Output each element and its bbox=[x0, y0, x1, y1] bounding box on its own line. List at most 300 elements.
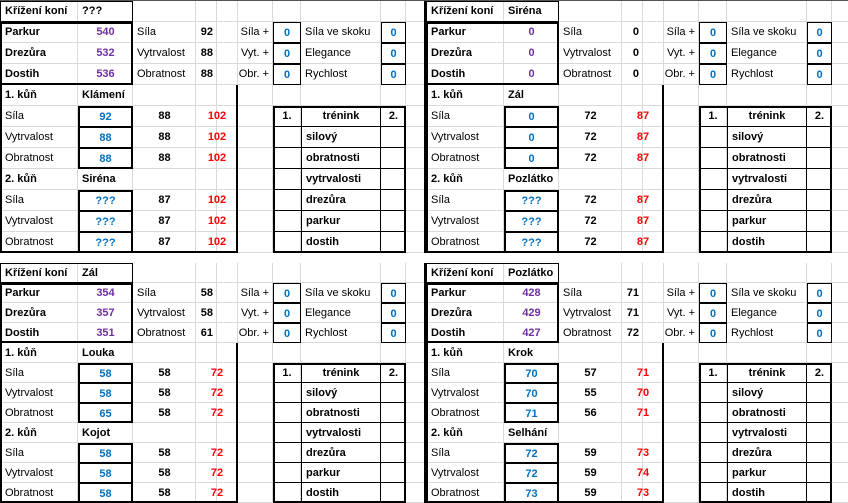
horse2-name: Pozlátko bbox=[508, 173, 554, 185]
horse-stat-label: Síla bbox=[5, 447, 24, 459]
training-item-label: dostih bbox=[301, 232, 381, 253]
horse-stat-max: 102 bbox=[207, 152, 227, 164]
horse-stat-mid: 72 bbox=[584, 236, 597, 248]
training-item-label: silový bbox=[727, 383, 807, 403]
training-item-label: silový bbox=[727, 127, 807, 148]
horse-stat-label: Obratnost bbox=[431, 487, 480, 499]
extra-label: Rychlost bbox=[731, 68, 774, 80]
extra-label: Síla ve skoku bbox=[731, 287, 797, 299]
horse-stat-max: 70 bbox=[636, 387, 650, 399]
training-slot-2[interactable] bbox=[381, 423, 406, 443]
stat-label: Obratnost bbox=[137, 68, 186, 80]
summary-label: Dostih bbox=[431, 68, 466, 80]
training-item-label: parkur bbox=[727, 211, 807, 232]
bonus-label: Obr. + bbox=[664, 327, 695, 339]
horse-stat-current[interactable]: 0 bbox=[504, 148, 559, 169]
horse-stat-current[interactable]: 58 bbox=[78, 363, 133, 383]
horse-stat-max: 102 bbox=[207, 194, 227, 206]
stat-label: Obratnost bbox=[137, 327, 186, 339]
stat-label: Vytrvalost bbox=[563, 47, 611, 59]
bonus-label: Vyt. + bbox=[666, 47, 695, 59]
summary-label: Drezůra bbox=[431, 307, 472, 319]
training-col1-header: 1. bbox=[273, 363, 301, 383]
horse-stat-current[interactable]: 0 bbox=[504, 106, 559, 127]
bonus-label: Obr. + bbox=[238, 68, 269, 80]
training-slot-2[interactable] bbox=[381, 463, 406, 483]
horse-stat-max: 102 bbox=[207, 110, 227, 122]
bonus-value-cell[interactable]: 0 bbox=[273, 43, 301, 64]
extra-label: Síla ve skoku bbox=[731, 26, 797, 38]
stat-label: Síla bbox=[137, 287, 156, 299]
extra-label: Síla ve skoku bbox=[305, 287, 371, 299]
summary-value: 0 bbox=[528, 68, 535, 80]
stat-value: 0 bbox=[632, 26, 639, 38]
training-item-label: drezůra bbox=[301, 443, 381, 463]
horse-stat-max: 87 bbox=[636, 236, 650, 248]
horse-stat-max: 87 bbox=[636, 131, 650, 143]
training-item-label: drezůra bbox=[301, 190, 381, 211]
horse-stat-label: Obratnost bbox=[5, 152, 54, 164]
stat-value: 58 bbox=[200, 287, 213, 299]
stat-label: Vytrvalost bbox=[137, 307, 185, 319]
training-item-label: parkur bbox=[301, 211, 381, 232]
training-slot-2[interactable] bbox=[807, 211, 832, 232]
extra-value-cell[interactable]: 0 bbox=[807, 22, 832, 43]
training-item-label: parkur bbox=[727, 463, 807, 483]
horse-stat-mid: 87 bbox=[158, 236, 171, 248]
training-slot-2[interactable] bbox=[807, 463, 832, 483]
training-item-label: dostih bbox=[301, 483, 381, 503]
horse2-header: 2. kůň bbox=[431, 427, 463, 439]
panel-title: Křížení koní bbox=[5, 5, 68, 17]
bonus-value-cell[interactable]: 0 bbox=[273, 64, 301, 85]
horse-stat-current[interactable]: 58 bbox=[78, 443, 133, 463]
bonus-label: Obr. + bbox=[238, 327, 269, 339]
extra-label: Elegance bbox=[305, 47, 351, 59]
training-slot-2[interactable] bbox=[807, 169, 832, 190]
horse1-header: 1. kůň bbox=[5, 89, 37, 101]
horse-stat-mid: 88 bbox=[158, 131, 171, 143]
horse-stat-label: Vytrvalost bbox=[431, 387, 479, 399]
summary-label: Parkur bbox=[5, 26, 40, 38]
training-slot-1[interactable] bbox=[699, 423, 727, 443]
horse-stat-mid: 72 bbox=[584, 194, 597, 206]
horse1-header: 1. kůň bbox=[431, 89, 463, 101]
horse-stat-mid: 87 bbox=[158, 194, 171, 206]
bonus-label: Vyt. + bbox=[666, 307, 695, 319]
training-slot-2[interactable] bbox=[381, 211, 406, 232]
horse-stat-max: 72 bbox=[210, 447, 224, 459]
stat-value: 88 bbox=[200, 68, 213, 80]
training-slot-1[interactable] bbox=[273, 383, 301, 403]
stat-label: Obratnost bbox=[563, 327, 612, 339]
training-item-label: silový bbox=[301, 383, 381, 403]
stat-label: Vytrvalost bbox=[563, 307, 611, 319]
horse-stat-current[interactable]: 0 bbox=[504, 127, 559, 148]
training-slot-2[interactable] bbox=[381, 169, 406, 190]
summary-value: 0 bbox=[528, 47, 535, 59]
extra-value-cell[interactable]: 0 bbox=[381, 43, 406, 64]
horse-stat-label: Vytrvalost bbox=[5, 467, 53, 479]
bonus-value-cell[interactable]: 0 bbox=[273, 22, 301, 43]
summary-label: Drezůra bbox=[5, 47, 46, 59]
horse-stat-max: 73 bbox=[636, 447, 650, 459]
horse-stat-current[interactable]: 58 bbox=[78, 463, 133, 483]
horse2-name: Siréna bbox=[82, 173, 116, 185]
horse-stat-label: Obratnost bbox=[431, 407, 480, 419]
horse-stat-current[interactable]: ??? bbox=[504, 232, 559, 253]
horse-stat-max: 102 bbox=[207, 215, 227, 227]
horse-stat-mid: 72 bbox=[584, 215, 597, 227]
training-col1-header: 1. bbox=[699, 363, 727, 383]
horse-stat-label: Vytrvalost bbox=[5, 215, 53, 227]
extra-value-cell[interactable]: 0 bbox=[381, 64, 406, 85]
horse-stat-label: Síla bbox=[431, 367, 450, 379]
bonus-value-cell[interactable]: 0 bbox=[699, 22, 727, 43]
training-slot-1[interactable] bbox=[699, 483, 727, 503]
horse-stat-label: Síla bbox=[431, 110, 450, 122]
horse2-name: Selhání bbox=[508, 427, 548, 439]
summary-value: 536 bbox=[96, 68, 115, 80]
bred-horse-name: Pozlátko bbox=[508, 267, 554, 279]
training-title: trénink bbox=[727, 363, 807, 383]
horse-stat-max: 87 bbox=[636, 215, 650, 227]
horse-stat-label: Vytrvalost bbox=[5, 387, 53, 399]
training-slot-2[interactable] bbox=[807, 127, 832, 148]
horse-stat-max: 102 bbox=[207, 236, 227, 248]
horse-stat-current[interactable]: 72 bbox=[504, 463, 559, 483]
breeding-panel-bottom-right bbox=[424, 263, 848, 503]
horse-stat-current[interactable]: ??? bbox=[504, 211, 559, 232]
stat-label: Síla bbox=[563, 26, 582, 38]
horse-stat-mid: 59 bbox=[584, 487, 597, 499]
horse-stat-mid: 88 bbox=[158, 110, 171, 122]
horse-stat-label: Vytrvalost bbox=[431, 131, 479, 143]
horse-stat-max: 72 bbox=[210, 387, 224, 399]
horse-stat-current[interactable]: 65 bbox=[78, 403, 133, 423]
training-col1-header: 1. bbox=[273, 106, 301, 127]
bonus-value-cell[interactable]: 0 bbox=[699, 303, 727, 323]
horse-stat-mid: 58 bbox=[158, 387, 171, 399]
training-slot-2[interactable] bbox=[381, 443, 406, 463]
training-item-label: obratnosti bbox=[301, 403, 381, 423]
horse-stat-mid: 72 bbox=[584, 152, 597, 164]
extra-value-cell[interactable]: 0 bbox=[381, 283, 406, 303]
training-slot-1[interactable] bbox=[699, 383, 727, 403]
bonus-label: Síla + bbox=[666, 287, 695, 299]
horse-stat-max: 102 bbox=[207, 131, 227, 143]
training-item-label: vytrvalosti bbox=[301, 423, 381, 443]
horse-stat-current[interactable]: 73 bbox=[504, 483, 559, 503]
bonus-value-cell[interactable]: 0 bbox=[699, 43, 727, 64]
training-slot-1[interactable] bbox=[699, 148, 727, 169]
summary-value: 428 bbox=[522, 287, 541, 299]
extra-label: Elegance bbox=[305, 307, 351, 319]
horse1-header: 1. kůň bbox=[431, 347, 463, 359]
training-slot-2[interactable] bbox=[807, 403, 832, 423]
bonus-value-cell[interactable]: 0 bbox=[699, 323, 727, 343]
extra-value-cell[interactable]: 0 bbox=[807, 303, 832, 323]
stat-label: Vytrvalost bbox=[137, 47, 185, 59]
extra-value-cell[interactable]: 0 bbox=[807, 283, 832, 303]
bred-horse-name: ??? bbox=[82, 5, 103, 17]
stat-value: 71 bbox=[626, 287, 639, 299]
training-slot-2[interactable] bbox=[381, 383, 406, 403]
horse2-header: 2. kůň bbox=[431, 173, 463, 185]
training-col2-header: 2. bbox=[807, 106, 832, 127]
stat-value: 0 bbox=[632, 68, 639, 80]
horse-stat-mid: 87 bbox=[158, 215, 171, 227]
extra-value-cell[interactable]: 0 bbox=[807, 323, 832, 343]
horse-stat-label: Obratnost bbox=[431, 236, 480, 248]
training-item-label: obratnosti bbox=[301, 148, 381, 169]
summary-value: 0 bbox=[528, 26, 535, 38]
horse-stat-mid: 88 bbox=[158, 152, 171, 164]
stat-value: 72 bbox=[626, 327, 639, 339]
training-col1-header: 1. bbox=[699, 106, 727, 127]
horse-stat-label: Síla bbox=[5, 367, 24, 379]
training-slot-1[interactable] bbox=[273, 423, 301, 443]
summary-value: 357 bbox=[96, 307, 115, 319]
horse-stat-current[interactable]: 70 bbox=[504, 383, 559, 403]
training-item-label: vytrvalosti bbox=[301, 169, 381, 190]
training-slot-2[interactable] bbox=[807, 383, 832, 403]
horse-stat-mid: 72 bbox=[584, 131, 597, 143]
stat-label: Síla bbox=[137, 26, 156, 38]
horse-stat-label: Vytrvalost bbox=[431, 215, 479, 227]
bonus-label: Obr. + bbox=[664, 68, 695, 80]
horse-stat-current[interactable]: 88 bbox=[78, 127, 133, 148]
horse-stat-max: 73 bbox=[636, 487, 650, 499]
stat-value: 61 bbox=[200, 327, 213, 339]
horse-stat-label: Vytrvalost bbox=[5, 131, 53, 143]
bonus-label: Vyt. + bbox=[240, 47, 269, 59]
horse-stat-label: Obratnost bbox=[5, 487, 54, 499]
training-slot-2[interactable] bbox=[381, 232, 406, 253]
bonus-value-cell[interactable]: 0 bbox=[273, 283, 301, 303]
horse-stat-label: Obratnost bbox=[431, 152, 480, 164]
training-item-label: obratnosti bbox=[727, 403, 807, 423]
extra-label: Rychlost bbox=[305, 327, 348, 339]
horse-stat-current[interactable]: 71 bbox=[504, 403, 559, 423]
horse-stat-mid: 57 bbox=[584, 367, 597, 379]
training-slot-1[interactable] bbox=[273, 463, 301, 483]
horse-stat-max: 87 bbox=[636, 194, 650, 206]
horse-stat-mid: 58 bbox=[158, 447, 171, 459]
training-slot-2[interactable] bbox=[381, 483, 406, 503]
training-slot-1[interactable] bbox=[699, 443, 727, 463]
summary-value: 427 bbox=[522, 327, 541, 339]
training-slot-2[interactable] bbox=[381, 127, 406, 148]
bonus-label: Vyt. + bbox=[240, 307, 269, 319]
breeding-panel-top-left bbox=[0, 1, 424, 253]
horse-stat-max: 71 bbox=[636, 367, 650, 379]
summary-value: 354 bbox=[96, 287, 115, 299]
summary-label: Dostih bbox=[5, 327, 40, 339]
horse-stat-max: 74 bbox=[636, 467, 650, 479]
stat-value: 58 bbox=[200, 307, 213, 319]
bonus-value-cell[interactable]: 0 bbox=[273, 323, 301, 343]
horse-stat-label: Síla bbox=[431, 447, 450, 459]
summary-label: Parkur bbox=[5, 287, 40, 299]
breeding-panel-bottom-left bbox=[0, 263, 424, 503]
horse-stat-current[interactable]: ??? bbox=[78, 232, 133, 253]
summary-value: 429 bbox=[522, 307, 541, 319]
training-slot-2[interactable] bbox=[807, 232, 832, 253]
bonus-label: Síla + bbox=[240, 26, 269, 38]
training-item-label: vytrvalosti bbox=[727, 169, 807, 190]
extra-value-cell[interactable]: 0 bbox=[381, 22, 406, 43]
training-slot-1[interactable] bbox=[273, 211, 301, 232]
bred-horse-name: Zál bbox=[82, 267, 98, 279]
training-slot-1[interactable] bbox=[273, 169, 301, 190]
horse-stat-max: 72 bbox=[210, 407, 224, 419]
horse1-name: Zál bbox=[508, 89, 524, 101]
horse-stat-label: Síla bbox=[431, 194, 450, 206]
extra-value-cell[interactable]: 0 bbox=[807, 64, 832, 85]
extra-label: Rychlost bbox=[305, 68, 348, 80]
training-slot-1[interactable] bbox=[273, 443, 301, 463]
summary-label: Drezůra bbox=[5, 307, 46, 319]
bred-horse-name: Siréna bbox=[508, 5, 542, 17]
training-slot-2[interactable] bbox=[807, 190, 832, 211]
training-slot-2[interactable] bbox=[381, 190, 406, 211]
training-slot-2[interactable] bbox=[807, 148, 832, 169]
stat-value: 71 bbox=[626, 307, 639, 319]
bonus-value-cell[interactable]: 0 bbox=[699, 283, 727, 303]
training-slot-2[interactable] bbox=[807, 443, 832, 463]
summary-value: 351 bbox=[96, 327, 115, 339]
training-col2-header: 2. bbox=[381, 106, 406, 127]
horse-stat-current[interactable]: 88 bbox=[78, 148, 133, 169]
horse-stat-max: 71 bbox=[636, 407, 650, 419]
training-item-label: silový bbox=[301, 127, 381, 148]
bonus-value-cell[interactable]: 0 bbox=[699, 64, 727, 85]
training-slot-1[interactable] bbox=[273, 148, 301, 169]
summary-value: 540 bbox=[96, 26, 115, 38]
horse1-name: Klámení bbox=[82, 89, 125, 101]
horse-stat-mid: 58 bbox=[158, 407, 171, 419]
stat-value: 0 bbox=[632, 47, 639, 59]
breeding-panel-top-right bbox=[424, 1, 848, 253]
training-slot-1[interactable] bbox=[273, 127, 301, 148]
training-slot-1[interactable] bbox=[699, 463, 727, 483]
training-slot-1[interactable] bbox=[699, 190, 727, 211]
training-item-label: drezůra bbox=[727, 443, 807, 463]
horse-stat-max: 87 bbox=[636, 110, 650, 122]
training-slot-1[interactable] bbox=[699, 211, 727, 232]
training-slot-1[interactable] bbox=[273, 483, 301, 503]
horse-stat-mid: 56 bbox=[584, 407, 597, 419]
training-slot-2[interactable] bbox=[807, 483, 832, 503]
summary-label: Parkur bbox=[431, 26, 466, 38]
training-item-label: drezůra bbox=[727, 190, 807, 211]
horse-stat-mid: 58 bbox=[158, 467, 171, 479]
training-slot-2[interactable] bbox=[381, 148, 406, 169]
training-slot-1[interactable] bbox=[273, 190, 301, 211]
horse-stat-current[interactable]: ??? bbox=[78, 211, 133, 232]
training-item-label: dostih bbox=[727, 232, 807, 253]
horse-stat-mid: 58 bbox=[158, 487, 171, 499]
horse-stat-mid: 55 bbox=[584, 387, 597, 399]
horse-stat-mid: 59 bbox=[584, 447, 597, 459]
extra-value-cell[interactable]: 0 bbox=[381, 323, 406, 343]
training-slot-1[interactable] bbox=[699, 127, 727, 148]
horse-stat-mid: 59 bbox=[584, 467, 597, 479]
summary-label: Dostih bbox=[431, 327, 466, 339]
horse2-header: 2. kůň bbox=[5, 173, 37, 185]
training-item-label: dostih bbox=[727, 483, 807, 503]
summary-label: Drezůra bbox=[431, 47, 472, 59]
horse-stat-current[interactable]: 58 bbox=[78, 483, 133, 503]
summary-value: 532 bbox=[96, 47, 115, 59]
horse-stat-max: 87 bbox=[636, 152, 650, 164]
stat-label: Obratnost bbox=[563, 68, 612, 80]
horse-stat-max: 72 bbox=[210, 367, 224, 379]
bonus-label: Síla + bbox=[240, 287, 269, 299]
training-col2-header: 2. bbox=[381, 363, 406, 383]
training-slot-2[interactable] bbox=[807, 423, 832, 443]
training-slot-1[interactable] bbox=[273, 232, 301, 253]
training-slot-1[interactable] bbox=[699, 169, 727, 190]
summary-label: Parkur bbox=[431, 287, 466, 299]
stat-value: 92 bbox=[200, 26, 213, 38]
horse-stat-max: 72 bbox=[210, 487, 224, 499]
horse-stat-current[interactable]: ??? bbox=[504, 190, 559, 211]
extra-label: Síla ve skoku bbox=[305, 26, 371, 38]
training-item-label: obratnosti bbox=[727, 148, 807, 169]
stat-value: 88 bbox=[200, 47, 213, 59]
training-slot-1[interactable] bbox=[273, 403, 301, 423]
training-title: trénink bbox=[301, 106, 381, 127]
panel-title: Křížení koní bbox=[431, 5, 494, 17]
horse-stat-current[interactable]: ??? bbox=[78, 190, 133, 211]
horse-stat-current[interactable]: 70 bbox=[504, 363, 559, 383]
bonus-value-cell[interactable]: 0 bbox=[273, 303, 301, 323]
extra-label: Elegance bbox=[731, 307, 777, 319]
horse-stat-current[interactable]: 58 bbox=[78, 383, 133, 403]
horse1-name: Louka bbox=[82, 347, 115, 359]
horse2-header: 2. kůň bbox=[5, 427, 37, 439]
horse-stat-current[interactable]: 92 bbox=[78, 106, 133, 127]
extra-label: Rychlost bbox=[731, 327, 774, 339]
horse-stat-label: Vytrvalost bbox=[431, 467, 479, 479]
panel-title: Křížení koní bbox=[5, 267, 68, 279]
training-slot-2[interactable] bbox=[381, 403, 406, 423]
extra-value-cell[interactable]: 0 bbox=[807, 43, 832, 64]
horse-stat-max: 72 bbox=[210, 467, 224, 479]
horse1-header: 1. kůň bbox=[5, 347, 37, 359]
training-title: trénink bbox=[727, 106, 807, 127]
training-item-label: parkur bbox=[301, 463, 381, 483]
extra-value-cell[interactable]: 0 bbox=[381, 303, 406, 323]
horse-stat-label: Síla bbox=[5, 194, 24, 206]
training-item-label: vytrvalosti bbox=[727, 423, 807, 443]
bonus-label: Síla + bbox=[666, 26, 695, 38]
horse1-name: Krok bbox=[508, 347, 534, 359]
horse-stat-mid: 58 bbox=[158, 367, 171, 379]
horse2-name: Kojot bbox=[82, 427, 111, 439]
horse-stat-label: Síla bbox=[5, 110, 24, 122]
horse-stat-label: Obratnost bbox=[5, 236, 54, 248]
horse-stat-current[interactable]: 72 bbox=[504, 443, 559, 463]
stat-label: Síla bbox=[563, 287, 582, 299]
training-title: trénink bbox=[301, 363, 381, 383]
panel-title: Křížení koní bbox=[431, 267, 494, 279]
summary-label: Dostih bbox=[5, 68, 40, 80]
training-slot-1[interactable] bbox=[699, 232, 727, 253]
training-slot-1[interactable] bbox=[699, 403, 727, 423]
